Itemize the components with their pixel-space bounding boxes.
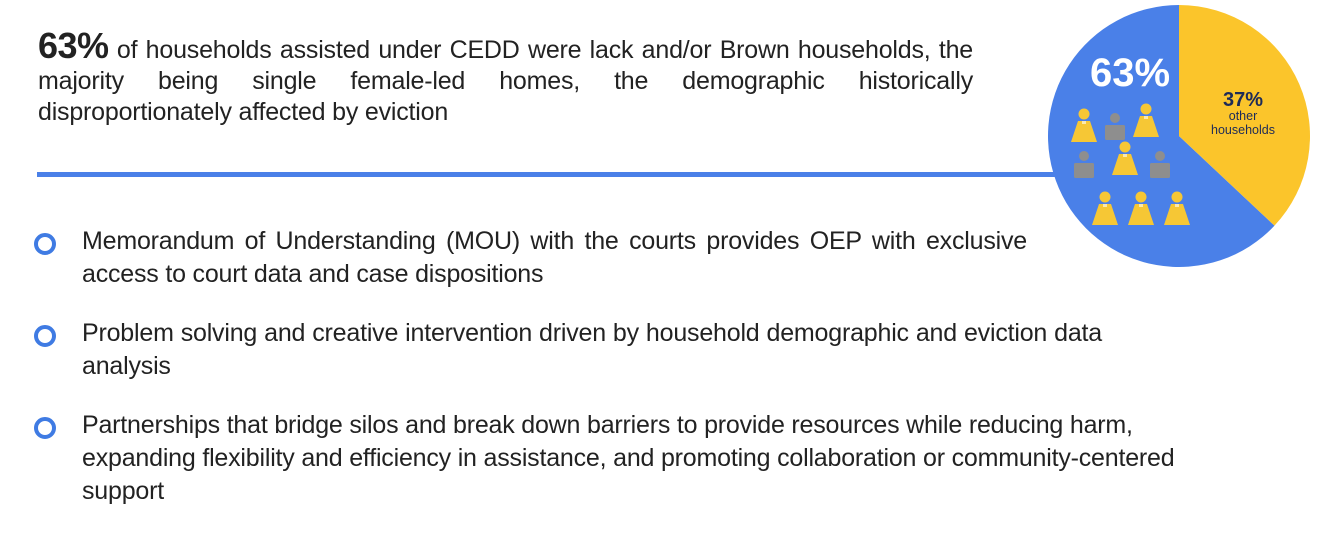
circle-bullet-icon [34,417,56,439]
bullet-text: Partnerships that bridge silos and break down barriers to provide resources while reducing harm, expanding flexibility and efficiency in assistance, and promoting collaboration or community-centered support [82,411,1175,505]
headline-text: of households assisted under CEDD were lack and/or Brown households, the majority being single female-led homes, the demographic historically disproportionately affected by eviction [38,36,973,126]
bullet-item-partnerships [34,409,1252,508]
divider-rule [37,172,1077,177]
bullet-text: Memorandum of Understanding (MOU) with the courts provides OEP with exclusive access to court data and case dispositions [82,227,1027,288]
circle-bullet-icon [34,325,56,347]
headline [38,25,973,128]
bullet-text: Problem solving and creative intervention driven by household demographic and eviction data analysis [82,319,1102,380]
pie-label-63: 63% [1089,51,1171,95]
pie-sublabel-37: other households [1211,109,1275,137]
bullet-item-mou [34,225,1027,291]
bullet-item-problem-solving [34,317,1102,383]
pie-chart [1048,0,1310,272]
headline-stat: 63% [38,25,109,66]
pie-label-37: 37% [1222,89,1264,111]
circle-bullet-icon [34,233,56,255]
